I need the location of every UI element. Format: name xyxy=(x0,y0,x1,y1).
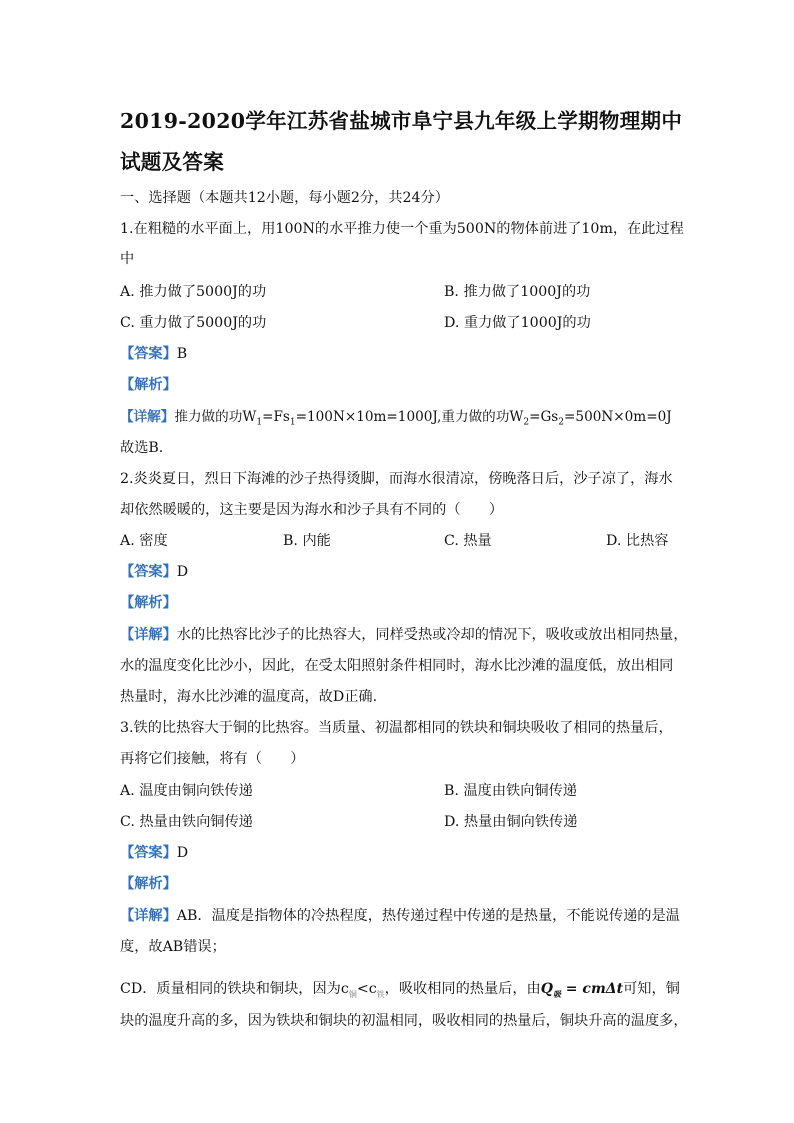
q1-conclusion: 故选B. xyxy=(120,440,164,456)
document-title-line1: 2019-2020学年江苏省盐城市阜宁县九年级上学期物理期中 xyxy=(120,109,683,133)
q3-answer xyxy=(120,842,188,862)
q2-option-a: A. 密度 xyxy=(120,533,168,549)
q3-option-b: B. 温度由铁向铜传递 xyxy=(444,783,577,799)
q3-stem-line1: 3.铁的比热容大于铜的比热容。当质量、初温都相同的铁块和铜块吸收了相同的热量后， xyxy=(120,720,673,736)
answer-tag: 【答案】 xyxy=(120,564,177,580)
q2-answer xyxy=(120,561,188,581)
q1-detail-part-d: =Gs xyxy=(529,409,559,425)
q1-stem-line1: 1.在粗糙的水平面上，用100N的水平推力使一个重为500N的物体前进了10m，在此过程 xyxy=(120,221,684,237)
q2-option-b: B. 内能 xyxy=(283,533,331,549)
q2-detail-line3: 热量时，海水比沙滩的温度高，故D正确. xyxy=(120,689,378,705)
q1-stem-line2: 中 xyxy=(120,251,135,267)
q1-answer-value: B xyxy=(176,346,188,362)
q3-stem-line2: 再将它们接触，将有（ ） xyxy=(120,751,305,767)
q1-sub2: 1 xyxy=(289,417,296,428)
formula-rest: = cmΔt xyxy=(560,981,624,997)
q3-detail-line1 xyxy=(120,905,680,925)
analysis-tag: 【解析】 xyxy=(120,377,177,393)
q3-detail-text1: AB．温度是指物体的冷热程度，热传递过程中传递的是热量，不能说传递的是温 xyxy=(176,908,680,924)
q2-answer-value: D xyxy=(176,564,189,580)
q2-stem-line1: 2.炎炎夏日，烈日下海滩的沙子热得烫脚，而海水很清凉，傍晚落日后，沙子凉了，海水 xyxy=(120,471,673,487)
q2-detail-line1 xyxy=(120,624,688,644)
q2-detail-text1: 水的比热容比沙子的比热容大，同样受热或冷却的情况下，吸收或放出相同热量， xyxy=(176,627,688,643)
q1-detail-part-a: 推力做的功W xyxy=(174,409,257,425)
q1-sub3: 2 xyxy=(523,417,530,428)
q3-option-c: C. 热量由铁向铜传递 xyxy=(120,814,253,830)
detail-tag: 【详解】 xyxy=(120,908,177,924)
q3-detail-line4: 块的温度升高的多，因为铁块和铜块的初温相同，吸收相同的热量后，铜块升高的温度多， xyxy=(120,1013,688,1029)
q3-cd-part-a: CD．质量相同的铁块和铜块，因为c xyxy=(120,981,349,997)
q3-detail-line3 xyxy=(120,978,680,1000)
formula-q: Q xyxy=(540,981,553,997)
q2-detail-line2: 水的温度变化比沙小，因此，在受太阳照射条件相同时，海水比沙滩的温度低，放出相同 xyxy=(120,658,674,674)
q3-cd-part-b: ，吸收相同的热量后，由 xyxy=(384,981,541,997)
q1-detail-part-e: =500N×0m=0J xyxy=(564,409,672,425)
q3-cd-sub-copper: 铜 xyxy=(348,989,357,999)
q3-answer-value: D xyxy=(176,845,189,861)
q2-option-d: D. 比热容 xyxy=(606,533,669,549)
q1-option-b: B. 推力做了1000J的功 xyxy=(444,284,591,300)
q1-sub4: 2 xyxy=(558,417,565,428)
q3-option-d: D. 热量由铜向铁传递 xyxy=(444,814,578,830)
q1-option-d: D. 重力做了1000J的功 xyxy=(444,315,591,331)
q3-analysis-tag xyxy=(120,873,177,893)
detail-tag: 【详解】 xyxy=(120,627,177,643)
section-heading: 一、选择题（本题共12小题，每小题2分，共24分） xyxy=(120,190,449,206)
q3-detail-line2: 度，故AB错误； xyxy=(120,939,226,955)
q3-option-a: A. 温度由铜向铁传递 xyxy=(120,783,253,799)
q1-sub1: 1 xyxy=(256,417,263,428)
q1-analysis-tag xyxy=(120,374,177,394)
q2-option-c: C. 热量 xyxy=(444,533,492,549)
q3-cd-part-c: 可知，铜 xyxy=(623,981,680,997)
detail-tag: 【详解】 xyxy=(120,409,175,425)
q1-option-a: A. 推力做了5000J的功 xyxy=(120,284,267,300)
q2-analysis-tag xyxy=(120,592,177,612)
q3-cd-less-than: <c xyxy=(356,981,377,997)
analysis-tag: 【解析】 xyxy=(120,595,177,611)
q1-detail-part-b: =Fs xyxy=(262,409,290,425)
formula-sub-absorb: 吸 xyxy=(552,988,561,999)
answer-tag: 【答案】 xyxy=(120,845,177,861)
document-title-line2: 试题及答案 xyxy=(120,150,224,174)
answer-tag: 【答案】 xyxy=(120,346,177,362)
q1-option-c: C. 重力做了5000J的功 xyxy=(120,315,267,331)
q1-detail-part-c: =100N×10m=1000J,重力做的功W xyxy=(295,409,524,425)
q1-detail xyxy=(120,405,672,428)
q1-answer xyxy=(120,343,187,363)
q2-stem-line2: 却依然暖暖的，这主要是因为海水和沙子具有不同的（ ） xyxy=(120,502,504,518)
heat-formula xyxy=(541,981,623,997)
analysis-tag: 【解析】 xyxy=(120,876,177,892)
q3-cd-sub-iron: 铁 xyxy=(376,989,385,999)
